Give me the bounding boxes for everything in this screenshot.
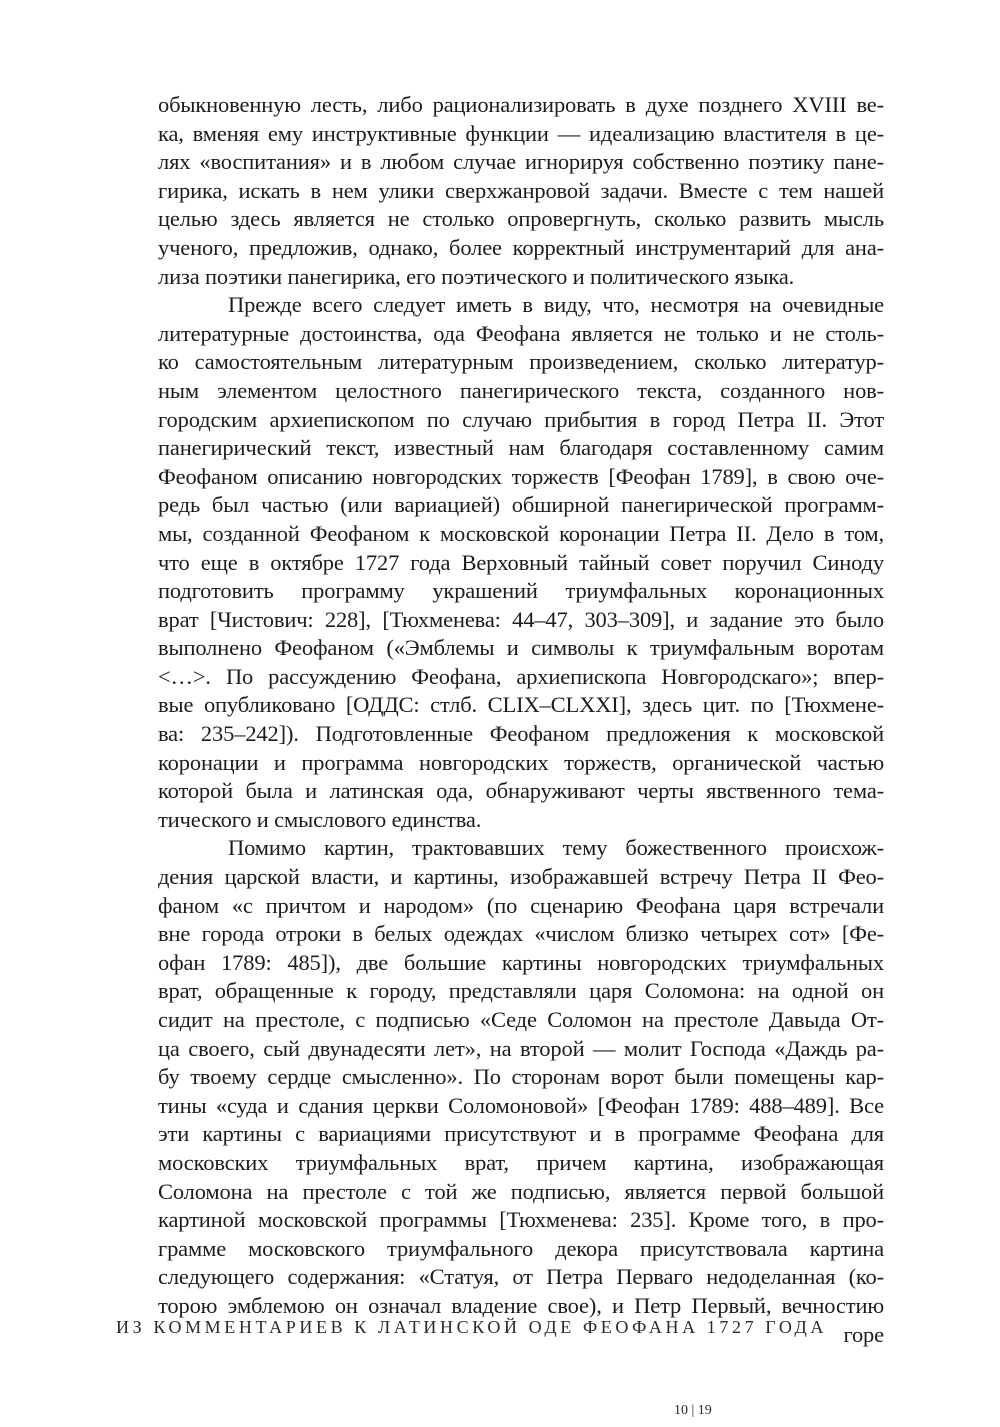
text-line: Соломона на престоле с той же подписью, является первой большой xyxy=(158,1178,884,1204)
text-line: выполнено Феофаном («Эмблемы и символы к триумфальным воротам xyxy=(158,635,884,661)
text-line: подготовить программу украшений триумфальных коронационных xyxy=(158,578,884,604)
text-line: врат, обращенные к городу, представляли царя Соломона: на одной он xyxy=(158,978,884,1004)
text-line: лях «воспитания» и в любом случае игнорируя собственно поэтику пане- xyxy=(158,149,884,175)
text-line: сидит на престоле, с подписью «Седе Соломон на престоле Давыда От- xyxy=(158,1007,884,1032)
text-line: литературные достоинства, ода Феофана является не только и не столь- xyxy=(158,320,884,346)
text-line: ко самостоятельным литературным произведением, сколько литератур- xyxy=(158,349,884,375)
text-line: вые опубликовано [ОДДС: стлб. CLIX–CLXXI], здесь цит. по [Тюхмене- xyxy=(158,692,884,718)
text-line: ва: 235–242]). Подготовленные Феофаном предложения к московской xyxy=(158,721,884,747)
text-line: следующего содержания: «Статуя, от Петра Перваго недоделанная (ко- xyxy=(158,1264,884,1290)
text-line: дения царской власти, и картины, изображавшей встречу Петра II Фео- xyxy=(158,864,884,890)
text-line: торою эмблемою он означал владение свое), и Петр Первый, вечностию xyxy=(158,1292,884,1318)
text-line: ка, вменяя ему инструктивные функции — идеализацию властителя в це- xyxy=(158,120,884,146)
text-line: Феофаном описанию новгородских торжеств [Феофан 1789], в свою оче- xyxy=(158,463,884,489)
text-line: тины «суда и сдания церкви Соломоновой» [Феофан 1789: 488–489]. Все xyxy=(158,1092,884,1118)
text-line: московских триумфальных врат, причем картина, изображающая xyxy=(158,1149,884,1175)
text-line: Прежде всего следует иметь в виду, что, несмотря на очевидные xyxy=(228,292,884,318)
text-line: картиной московской программы [Тюхменева: 235]. Кроме того, в про- xyxy=(158,1207,884,1233)
text-line: мы, созданной Феофаном к московской коронации Петра II. Дело в том, xyxy=(158,520,884,546)
text-line: городским архиепископом по случаю прибытия в город Петра II. Этот xyxy=(158,406,884,432)
text-line: офан 1789: 485]), две большие картины новгородских триумфальных xyxy=(158,949,884,975)
text-line: панегирический текст, известный нам благодаря составленному самим xyxy=(158,435,884,461)
text-line: вне города отроки в белых одеждах «числом близко четырех сот» [Фе- xyxy=(158,921,884,947)
text-line: целью здесь является не столько опровергнуть, сколько развить мысль xyxy=(158,206,884,232)
text-line: обыкновенную лесть, либо рационализировать в духе позднего XVIII ве- xyxy=(158,92,884,117)
text-line: грамме московского триумфального декора присутствовала картина xyxy=(158,1235,884,1261)
text-line: ца своего, сый двунадесяти лет», на второй — молит Господа «Даждь ра- xyxy=(158,1035,884,1061)
text-line: что еще в октябре 1727 года Верховный тайный совет поручил Синоду xyxy=(158,549,884,575)
text-line: тического и смыслового единства. xyxy=(158,806,482,832)
text-line: которой была и латинская ода, обнаруживают черты явственного тема- xyxy=(158,778,884,804)
text-line: лиза поэтики панегирика, его поэтического и политического языка. xyxy=(158,263,795,289)
text-line: горе xyxy=(843,1321,884,1347)
page-number: 10 | 19 xyxy=(674,1403,712,1418)
text-line: <…>. По рассуждению Феофана, архиепископа Новгородскаго»; впер- xyxy=(158,663,884,689)
text-line: ным элементом целостного панегирического текста, созданного нов- xyxy=(158,377,884,403)
running-title: ИЗ КОММЕНТАРИЕВ К ЛАТИНСКОЙ ОДЕ ФЕОФАНА 1727 ГОДА xyxy=(116,1317,828,1337)
text-line: бу твоему сердце смысленно». По сторонам ворот были помещены кар- xyxy=(158,1064,884,1090)
text-line: коронации и программа новгородских торжеств, органической частью xyxy=(158,749,884,775)
text-line: редь был частью (или вариацией) обширной панегирической программ- xyxy=(158,492,884,518)
text-line: Помимо картин, трактовавших тему божественного происхож- xyxy=(228,835,884,861)
text-line: врат [Чистович: 228], [Тюхменева: 44–47, 303–309], и задание это было xyxy=(158,606,884,632)
text-line: эти картины с вариациями присутствуют и в программе Феофана для xyxy=(158,1121,884,1147)
text-line: фаном «с причтом и народом» (по сценарию Феофана царя встречали xyxy=(158,892,884,918)
body-text xyxy=(158,91,884,1349)
text-line: гирика, искать в нем улики сверхжанровой задачи. Вместе с тем нашей xyxy=(158,177,884,203)
text-line: ученого, предложив, однако, более корректный инструментарий для ана- xyxy=(158,234,884,260)
